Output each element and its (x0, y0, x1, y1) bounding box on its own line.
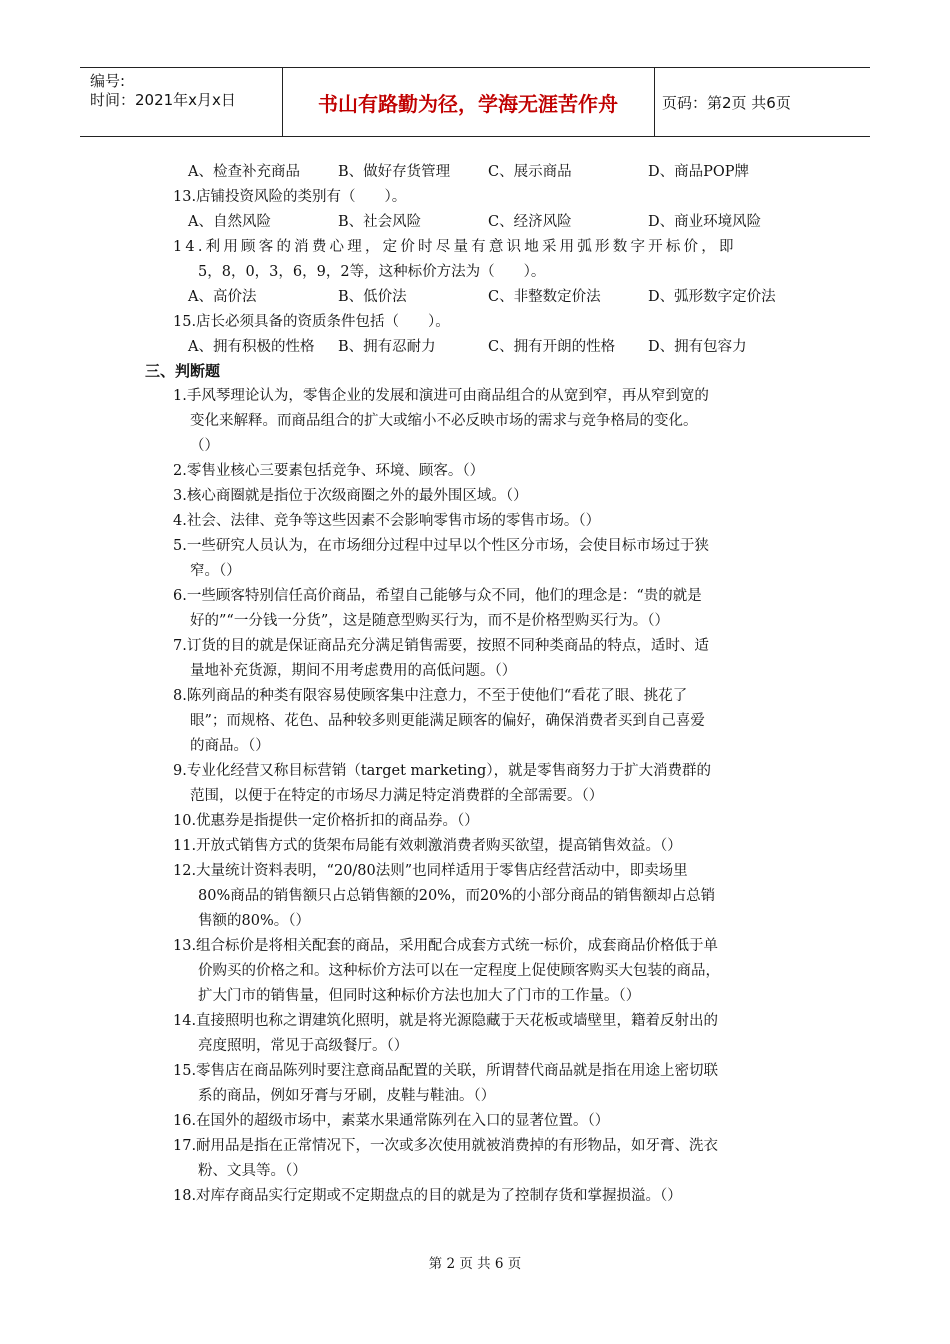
judgment-5-line-1: 5.一些研究人员认为，在市场细分过程中过早以个性区分市场，会使目标市场过于狭 (173, 538, 709, 554)
option-a: A、拥有积极的性格 (188, 339, 315, 355)
option-b: B、低价法 (338, 289, 407, 305)
judgment-18: 18.对库存商品实行定期或不定期盘点的目的就是为了控制存货和掌握损溢。（） (173, 1188, 682, 1204)
judgment-1-line-1: 1.手风琴理论认为，零售企业的发展和演进可由商品组合的从宽到窄，再从窄到宽的 (173, 388, 709, 404)
question-15: 15.店长必须具备的资质条件包括（ ）。 (173, 314, 450, 330)
judgment-8-line-3: 的商品。（） (190, 738, 270, 754)
judgment-3: 3.核心商圈就是指位于次级商圈之外的最外围区域。（） (173, 488, 528, 504)
judgment-15-line-1: 15.零售店在商品陈列时要注意商品配置的关联，所谓替代商品就是指在用途上密切联 (173, 1063, 719, 1079)
header-meta (90, 72, 280, 110)
judgment-12-line-1: 12.大量统计资料表明，“20/80法则”也同样适用于零售店经营活动中，即卖场里 (173, 863, 688, 879)
judgment-7-line-1: 7.订货的目的就是保证商品充分满足销售需要，按照不同种类商品的特点，适时、适 (173, 638, 709, 654)
option-c: C、经济风险 (488, 214, 572, 230)
option-c: C、非整数定价法 (488, 289, 601, 305)
option-d: D、商业环境风险 (648, 214, 762, 230)
question-13: 13.店铺投资风险的类别有（ ）。 (173, 189, 407, 205)
option-a: A、高价法 (188, 289, 257, 305)
question-14-line-1: 14.利用顾客的消费心理，定价时尽量有意识地采用弧形数字开标价，即 (173, 239, 737, 255)
judgment-14-line-1: 14.直接照明也称之谓建筑化照明，就是将光源隐藏于天花板或墙壁里，籍着反射出的 (173, 1013, 719, 1029)
judgment-5-line-2: 窄。（） (190, 563, 241, 579)
judgment-1-line-3: （） (190, 438, 219, 454)
option-d: D、弧形数字定价法 (648, 289, 776, 305)
judgment-15-line-2: 系的商品，例如牙膏与牙刷，皮鞋与鞋油。（） (198, 1088, 496, 1104)
document-code-label: 编号: (90, 72, 126, 90)
judgment-12-line-2: 80%商品的销售额只占总销售额的20%，而20%的小部分商品的销售额却占总销 (198, 888, 716, 904)
option-a: A、检查补充商品 (188, 164, 300, 180)
judgment-9-line-1: 9.专业化经营又称目标营销（target marketing），就是零售商努力于扩大消费群的 (173, 763, 712, 779)
judgment-6-line-2: 好的”“一分钱一分货”，这是随意型购买行为，而不是价格型购买行为。（） (190, 613, 669, 629)
question-14-line-2: 5，8，0，3，6，9，2等，这种标价方法为（ ）。 (198, 264, 546, 280)
judgment-10: 10.优惠券是指提供一定价格折扣的商品券。（） (173, 813, 479, 829)
option-a: A、自然风险 (188, 214, 271, 230)
judgment-17-line-2: 粉、文具等。（） (198, 1163, 307, 1179)
judgment-2: 2.零售业核心三要素包括竞争、环境、顾客。（） (173, 463, 485, 479)
option-d: D、商品POP牌 (648, 164, 750, 180)
judgment-17-line-1: 17.耐用品是指在正常情况下，一次或多次使用就被消费掉的有形物品，如牙膏、洗衣 (173, 1138, 719, 1154)
option-b: B、拥有忍耐力 (338, 339, 436, 355)
judgment-8-line-1: 8.陈列商品的种类有限容易使顾客集中注意力，不至于使他们“看花了眼、挑花了 (173, 688, 688, 704)
judgment-9-line-2: 范围，以便于在特定的市场尽力满足特定消费群的全部需要。（） (190, 788, 604, 804)
header-divider-right (654, 68, 655, 136)
header-motto: 书山有路勤为径，学海无涯苦作舟 (318, 91, 618, 116)
judgment-14-line-2: 亮度照明，常见于高级餐厅。（） (198, 1038, 409, 1054)
judgment-13-line-2: 价购买的价格之和。这种标价方法可以在一定程度上促使顾客购买大包装的商品， (198, 963, 720, 979)
option-b: B、做好存货管理 (338, 164, 451, 180)
document-time-label: 时间：2021年x月x日 (90, 91, 236, 109)
judgment-4: 4.社会、法律、竞争等这些因素不会影响零售市场的零售市场。（） (173, 513, 601, 529)
section-title: 三、判断题 (145, 362, 221, 380)
judgment-13-line-1: 13.组合标价是将相关配套的商品，采用配合成套方式统一标价，成套商品价格低于单 (173, 938, 719, 954)
judgment-16: 16.在国外的超级市场中，素菜水果通常陈列在入口的显著位置。（） (173, 1113, 610, 1129)
option-c: C、展示商品 (488, 164, 572, 180)
judgment-13-line-3: 扩大门市的销售量，但同时这种标价方法也加大了门市的工作量。（） (198, 988, 641, 1004)
option-c: C、拥有开朗的性格 (488, 339, 616, 355)
page-footer: 第 2 页 共 6 页 (428, 1256, 522, 1272)
option-b: B、社会风险 (338, 214, 422, 230)
judgment-7-line-2: 量地补充货源，期间不用考虑费用的高低问题。（） (190, 663, 517, 679)
page-header (80, 67, 870, 137)
judgment-12-line-3: 售额的80%。（） (198, 913, 310, 929)
judgment-1-line-2: 变化来解释。而商品组合的扩大或缩小不必反映市场的需求与竞争格局的变化。 (190, 413, 698, 429)
judgment-6-line-1: 6.一些顾客特别信任高价商品，希望自己能够与众不同，他们的理念是：“贵的就是 (173, 588, 702, 604)
judgment-8-line-2: 眼”；而规格、花色、品种较多则更能满足顾客的偏好，确保消费者买到自己喜爱 (190, 713, 705, 729)
header-page-number: 页码：第2页 共6页 (662, 93, 791, 112)
judgment-11: 11.开放式销售方式的货架布局能有效刺激消费者购买欲望，提高销售效益。（） (173, 838, 682, 854)
option-d: D、拥有包容力 (648, 339, 747, 355)
